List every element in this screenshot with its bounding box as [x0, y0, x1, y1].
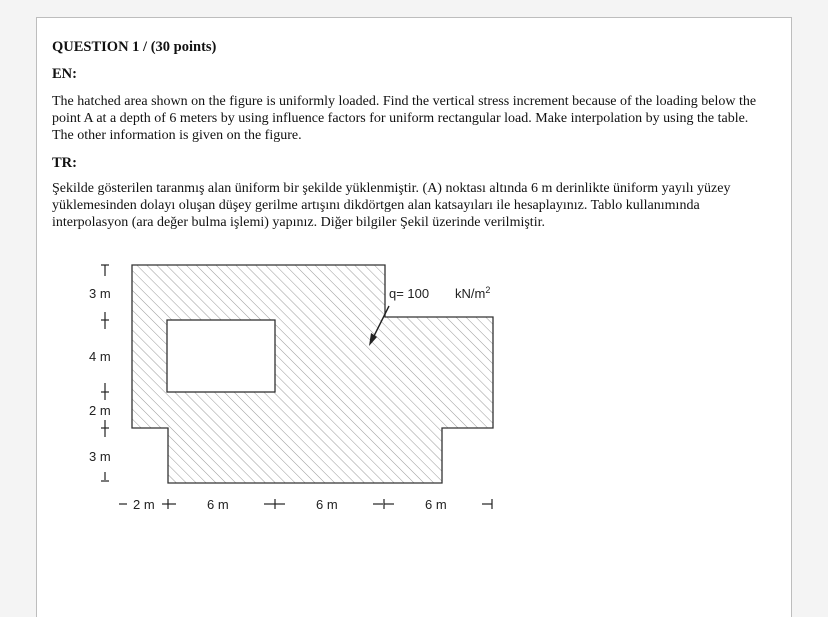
unloaded-rectangle	[167, 320, 275, 392]
load-unit-label: $kN/m^2$	[455, 285, 491, 301]
horizontal-dim-label: 6 m	[425, 497, 447, 512]
horizontal-dim-label: 6 m	[207, 497, 229, 512]
vertical-dim-label: 2 m	[89, 403, 111, 418]
tr-label: TR:	[52, 155, 77, 171]
vertical-dim-label: 3 m	[89, 449, 111, 464]
question-title: QUESTION 1 / (30 points)	[52, 39, 217, 55]
horizontal-dim-label: 2 m	[133, 497, 155, 512]
tr-paragraph: Şekilde gösterilen taranmış alan üniform bir şekilde yüklenmiştir. (A) noktası altında 6 m derinlikte üniform yayılı yüzey yüklemesinden dolayı oluşan düşey gerilme artışını dikdörtgen alan katsayıları ile hesaplayınız. Tablo kullanımında interpolasyon (ara değer bulma işlemi) yapınız. Diğer bilgiler Şekil üzerinde verilmiştir.	[52, 181, 731, 230]
en-label: EN:	[52, 66, 77, 82]
horizontal-dim-label: 6 m	[316, 497, 338, 512]
vertical-dim-label: 4 m	[89, 349, 111, 364]
load-label: q= 100	[389, 286, 430, 301]
vertical-dim-label: 3 m	[89, 286, 111, 301]
en-paragraph: The hatched area shown on the figure is uniformly loaded. Find the vertical stress increment because of the loading below the point A at a depth of 6 meters by using influence factors for uniform rectangular load. Make interpolation by using the table. The other information is given on the figure.	[52, 94, 757, 143]
